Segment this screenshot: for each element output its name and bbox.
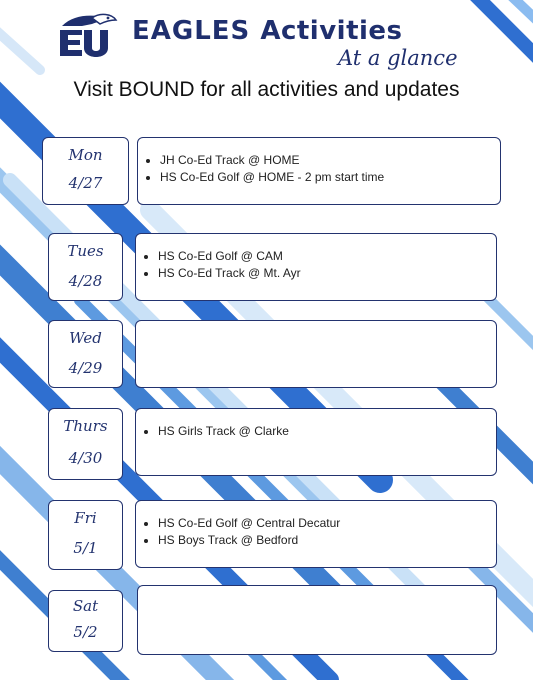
- event-list: [138, 138, 500, 186]
- day-box-tues: [48, 233, 123, 301]
- day-box-sat: [48, 590, 123, 652]
- event-list: [136, 501, 496, 549]
- list-item: • JH Co-Ed Track @ HOME: [160, 152, 500, 169]
- day-name: Wed: [69, 329, 102, 347]
- list-item: • HS Co-Ed Golf @ Central Decatur: [158, 515, 496, 532]
- events-box-tues: [135, 233, 497, 301]
- day-date: 5/2: [73, 623, 98, 641]
- list-item: • HS Co-Ed Golf @ HOME - 2 pm start time: [160, 169, 500, 186]
- day-date: 4/27: [68, 174, 103, 192]
- day-box-wed: [48, 320, 123, 388]
- event-list: [136, 409, 496, 440]
- day-name: Sat: [72, 597, 99, 615]
- day-name: Fri: [74, 509, 97, 527]
- page-title: [132, 16, 403, 46]
- event-list: [136, 234, 496, 282]
- visit-bound-text: Visit BOUND for all activities and updates: [73, 78, 460, 101]
- day-box-mon: [42, 137, 129, 205]
- events-box-thurs: [135, 408, 497, 476]
- eagle-logo-icon: [52, 12, 118, 62]
- day-date: 5/1: [73, 539, 98, 557]
- day-name: Thurs: [63, 417, 108, 435]
- header: [0, 0, 533, 120]
- page-subtitle: At a glance: [338, 46, 458, 70]
- day-box-thurs: [48, 408, 123, 480]
- day-box-fri: [48, 500, 123, 570]
- events-box-fri: [135, 500, 497, 568]
- list-item: • HS Boys Track @ Bedford: [158, 532, 496, 549]
- events-box-sat: [137, 585, 497, 655]
- events-box-wed: [135, 320, 497, 388]
- title-accent: Activities: [260, 16, 403, 46]
- list-item: • HS Girls Track @ Clarke: [158, 423, 496, 440]
- day-name: Mon: [68, 146, 103, 164]
- day-date: 4/28: [68, 272, 103, 290]
- day-name: Tues: [67, 242, 104, 260]
- events-box-mon: [137, 137, 501, 205]
- list-item: • HS Co-Ed Track @ Mt. Ayr: [158, 265, 496, 282]
- list-item: • HS Co-Ed Golf @ CAM: [158, 248, 496, 265]
- title-main: EAGLES: [132, 16, 251, 46]
- day-date: 4/30: [68, 449, 103, 467]
- day-date: 4/29: [68, 359, 103, 377]
